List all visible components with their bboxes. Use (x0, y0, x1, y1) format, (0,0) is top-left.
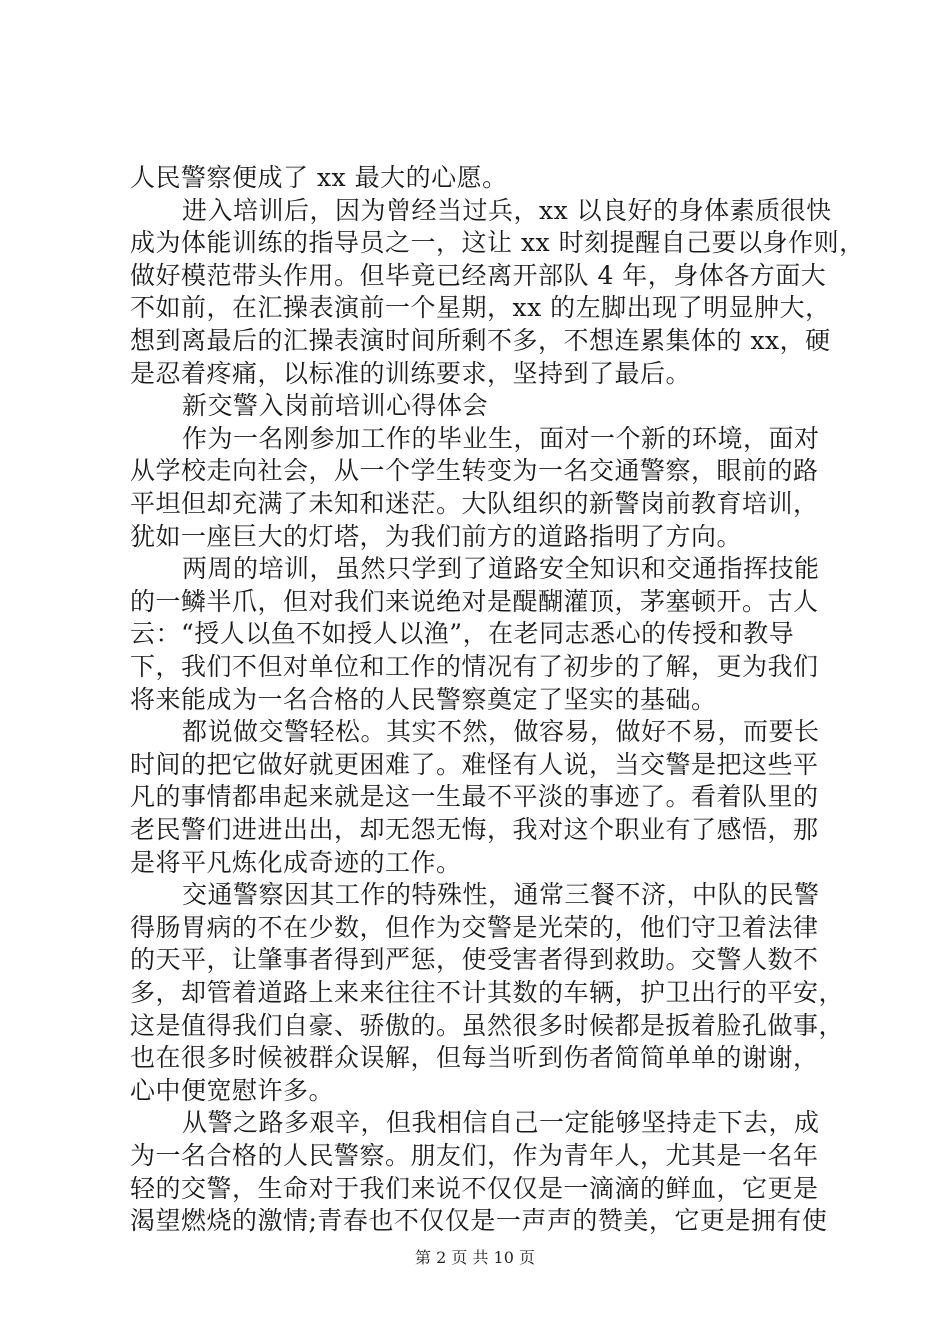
body-line: 两周的培训，虽然只学到了道路安全知识和交通指挥技能 (182, 554, 820, 584)
body-line: 轻的交警，生命对于我们来说不仅仅是一滴滴的鲜血，它更是 (130, 1173, 819, 1203)
body-line: 也在很多时候被群众误解，但每当听到伤者简简单单的谢谢， (130, 1043, 819, 1073)
body-line: 这是值得我们自豪、骄傲的。虽然很多时候都是扳着脸孔做事， (130, 1010, 845, 1040)
body-line: 云：“授人以鱼不如授人以渔”，在老同志悉心的传授和教导 (130, 619, 795, 649)
body-line: 成为体能训练的指导员之一，这让 xx 时刻提醒自己要以身作则， (130, 228, 865, 258)
body-line: 心中便宽慰许多。 (130, 1075, 335, 1105)
body-line: 交通警察因其工作的特殊性，通常三餐不济，中队的民警 (182, 880, 820, 910)
body-line: 做好模范带头作用。但毕竟已经离开部队 4 年，身体各方面大 (130, 260, 827, 290)
body-line: 时间的把它做好就更困难了。难怪有人说，当交警是把这些平 (130, 749, 819, 779)
body-line: 为一名合格的人民警察。朋友们，作为青年人，尤其是一名年 (130, 1141, 819, 1170)
body-line: 从警之路多艰辛，但我相信自己一定能够坚持走下去，成 (182, 1108, 820, 1138)
page-number-footer: 第 2 页 共 10 页 (415, 1248, 535, 1267)
body-line: 得肠胃病的不在少数，但作为交警是光荣的，他们守卫着法律 (130, 912, 819, 942)
body-line: 作为一名刚参加工作的毕业生，面对一个新的环境，面对 (182, 423, 820, 453)
body-line: 的天平，让肇事者得到严惩，使受害者得到救助。交警人数不 (130, 945, 819, 975)
section-heading: 新交警入岗前培训心得体会 (182, 391, 489, 421)
body-line: 的一鳞半爪，但对我们来说绝对是醍醐灌顶，茅塞顿开。古人 (130, 586, 819, 616)
body-line: 是忍着疼痛，以标准的训练要求，坚持到了最后。 (130, 358, 692, 388)
body-line: 不如前，在汇操表演前一个星期，xx 的左脚出现了明显肿大， (130, 293, 831, 323)
body-line: 老民警们进进出出，却无怨无悔，我对这个职业有了感悟，那 (130, 815, 819, 844)
body-line: 多，却管着道路上来来往往不计其数的车辆，护卫出行的平安， (130, 978, 845, 1007)
body-line: 进入培训后，因为曾经当过兵，xx 以良好的身体素质很快 (182, 195, 832, 225)
body-line: 想到离最后的汇操表演时间所剩不多，不想连累集体的 xx，硬 (130, 326, 831, 355)
body-line: 将来能成为一名合格的人民警察奠定了坚实的基础。 (130, 684, 717, 714)
body-line: 下，我们不但对单位和工作的情况有了初步的了解，更为我们 (130, 652, 819, 681)
body-line: 人民警察便成了 xx 最大的心愿。 (130, 163, 508, 192)
body-line: 都说做交警轻松。其实不然，做容易，做好不易，而要长 (182, 717, 820, 747)
body-line: 平坦但却充满了未知和迷茫。大队组织的新警岗前教育培训， (130, 489, 819, 518)
body-line: 渴望燃烧的激情;青春也不仅仅是一声声的赞美，它更是拥有使 (130, 1206, 828, 1236)
body-line: 犹如一座巨大的灯塔，为我们前方的道路指明了方向。 (130, 521, 743, 551)
body-line: 是将平凡炼化成奇迹的工作。 (130, 847, 462, 877)
body-line: 凡的事情都串起来就是这一生最不平淡的事迹了。看着队里的 (130, 782, 819, 812)
body-line: 从学校走向社会，从一个学生转变为一名交通警察，眼前的路 (130, 456, 819, 486)
